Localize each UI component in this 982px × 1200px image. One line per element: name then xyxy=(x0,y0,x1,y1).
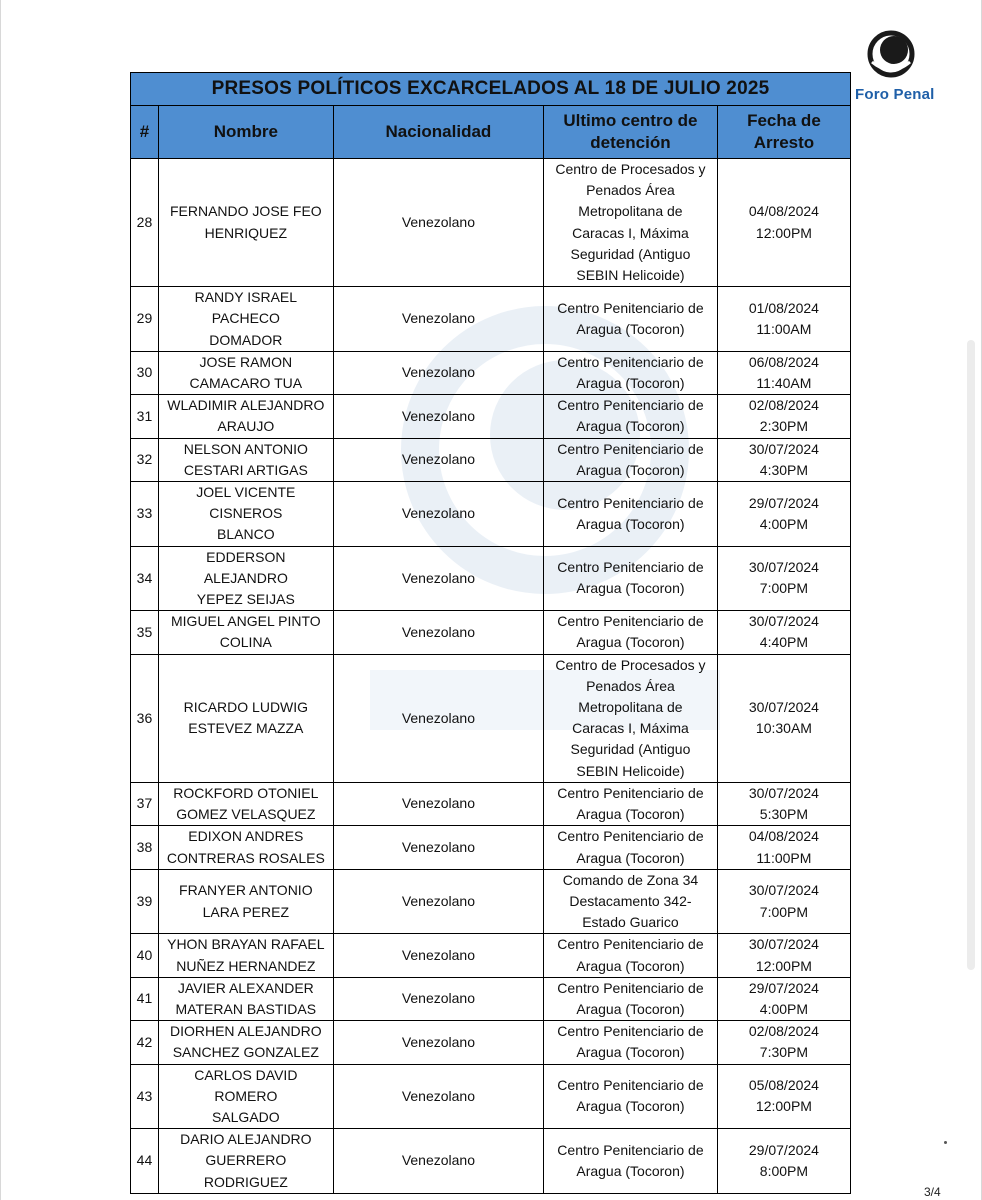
prisoners-table-wrapper xyxy=(130,72,851,1194)
header-nationality: Nacionalidad xyxy=(333,106,543,159)
row-center-line: Centro Penitenciario de xyxy=(557,299,704,316)
row-number: 30 xyxy=(131,351,159,394)
row-center-line: Metropolitana de xyxy=(578,203,683,220)
row-number: 38 xyxy=(131,826,159,869)
row-center-line: Aragua (Tocoron) xyxy=(576,1044,685,1061)
row-name-line: WLADIMIR ALEJANDRO xyxy=(167,397,325,414)
row-name xyxy=(158,1021,333,1064)
row-detention-center xyxy=(544,351,718,394)
row-nationality: Venezolano xyxy=(333,287,543,352)
table-row xyxy=(131,782,851,825)
row-detention-center xyxy=(544,395,718,438)
row-name-line: DIORHEN ALEJANDRO xyxy=(169,1023,322,1040)
row-date-line: 30/07/2024 xyxy=(748,936,819,953)
row-date-line: 30/07/2024 xyxy=(748,699,819,716)
table-row xyxy=(131,977,851,1020)
row-name xyxy=(158,438,333,481)
row-detention-center xyxy=(544,782,718,825)
row-arrest-date xyxy=(717,934,850,977)
row-name xyxy=(158,1129,333,1194)
row-date-line: 01/08/2024 xyxy=(748,299,819,316)
row-center-line: Aragua (Tocoron) xyxy=(576,1162,685,1179)
row-name-line: EDDERSON ALEJANDRO xyxy=(203,548,288,586)
row-number: 34 xyxy=(131,546,159,611)
row-number: 43 xyxy=(131,1064,159,1129)
row-center-line: Aragua (Tocoron) xyxy=(576,580,685,597)
row-name-line: CESTARI ARTIGAS xyxy=(183,461,308,478)
header-center-line: detención xyxy=(590,133,671,152)
row-name xyxy=(158,782,333,825)
row-name xyxy=(158,934,333,977)
row-arrest-date xyxy=(717,159,850,287)
row-name xyxy=(158,351,333,394)
header-date-line: Fecha de xyxy=(747,111,821,130)
row-center-line: Estado Guarico xyxy=(582,914,679,931)
row-nationality: Venezolano xyxy=(333,611,543,654)
table-row xyxy=(131,654,851,782)
row-center-line: Caracas I, Máxima xyxy=(572,224,689,241)
row-name-line: JOEL VICENTE CISNEROS xyxy=(196,484,296,522)
row-arrest-date xyxy=(717,826,850,869)
row-center-line: Seguridad (Antiguo xyxy=(570,245,691,262)
row-name-line: RICARDO LUDWIG xyxy=(183,699,309,716)
row-center-line: Seguridad (Antiguo xyxy=(570,741,691,758)
header-date xyxy=(717,106,850,159)
row-name xyxy=(158,826,333,869)
row-date-line: 12:00PM xyxy=(755,1098,812,1115)
row-detention-center xyxy=(544,1021,718,1064)
table-row xyxy=(131,482,851,547)
row-date-line: 8:00PM xyxy=(759,1162,809,1179)
row-center-line: SEBIN Helicoide) xyxy=(576,762,685,779)
row-center-line: Centro Penitenciario de xyxy=(557,979,704,996)
row-name-line: COLINA xyxy=(219,634,272,651)
row-nationality: Venezolano xyxy=(333,438,543,481)
row-name-line: DOMADOR xyxy=(209,331,283,348)
row-name xyxy=(158,287,333,352)
row-center-line: Centro Penitenciario de xyxy=(557,1023,704,1040)
row-name-line: ROCKFORD OTONIEL xyxy=(173,784,319,801)
row-arrest-date xyxy=(717,654,850,782)
row-center-line: Centro Penitenciario de xyxy=(557,936,704,953)
row-number: 33 xyxy=(131,482,159,547)
row-number: 32 xyxy=(131,438,159,481)
row-date-line: 10:30AM xyxy=(755,720,812,737)
row-center-line: Centro de Procesados y xyxy=(555,161,706,177)
row-center-line: Aragua (Tocoron) xyxy=(576,515,685,532)
row-arrest-date xyxy=(717,351,850,394)
row-date-line: 12:00PM xyxy=(755,224,812,241)
row-name-line: JOSE RAMON xyxy=(199,353,293,370)
row-arrest-date xyxy=(717,977,850,1020)
scrollbar[interactable] xyxy=(967,340,975,970)
row-name-line: DARIO ALEJANDRO xyxy=(180,1131,312,1148)
row-name xyxy=(158,159,333,287)
row-name xyxy=(158,654,333,782)
row-arrest-date xyxy=(717,1129,850,1194)
table-row xyxy=(131,826,851,869)
table-body xyxy=(131,159,851,1194)
table-row xyxy=(131,611,851,654)
row-name xyxy=(158,1064,333,1129)
row-number: 35 xyxy=(131,611,159,654)
row-arrest-date xyxy=(717,287,850,352)
row-detention-center xyxy=(544,438,718,481)
table-row xyxy=(131,1021,851,1064)
header-name: Nombre xyxy=(158,106,333,159)
row-date-line: 5:30PM xyxy=(759,806,809,823)
row-center-line: Aragua (Tocoron) xyxy=(576,1000,685,1017)
foro-penal-logo xyxy=(852,28,956,108)
row-nationality: Venezolano xyxy=(333,482,543,547)
row-center-line: Centro Penitenciario de xyxy=(557,440,704,457)
row-name-line: NELSON ANTONIO xyxy=(183,440,308,457)
row-date-line: 02/08/2024 xyxy=(748,397,819,414)
table-row xyxy=(131,395,851,438)
row-arrest-date xyxy=(717,869,850,934)
row-center-line: Aragua (Tocoron) xyxy=(576,375,685,392)
row-arrest-date xyxy=(717,482,850,547)
row-nationality: Venezolano xyxy=(333,826,543,869)
row-number: 29 xyxy=(131,287,159,352)
header-center xyxy=(544,106,718,159)
page-number: 3/4 xyxy=(924,1185,941,1199)
row-date-line: 7:30PM xyxy=(759,1044,809,1061)
table-row xyxy=(131,1129,851,1194)
row-number: 44 xyxy=(131,1129,159,1194)
row-arrest-date xyxy=(717,1064,850,1129)
row-name-line: CARLOS DAVID ROMERO xyxy=(194,1066,298,1104)
table-row xyxy=(131,869,851,934)
row-date-line: 7:00PM xyxy=(759,580,809,597)
row-date-line: 7:00PM xyxy=(759,903,809,920)
row-center-line: Centro Penitenciario de xyxy=(557,1141,704,1158)
row-nationality: Venezolano xyxy=(333,1064,543,1129)
row-name-line: FRANYER ANTONIO xyxy=(179,882,313,899)
row-center-line: Caracas I, Máxima xyxy=(572,720,689,737)
row-nationality: Venezolano xyxy=(333,782,543,825)
table-row xyxy=(131,546,851,611)
row-detention-center xyxy=(544,654,718,782)
row-name-line: CAMACARO TUA xyxy=(189,375,303,392)
row-date-line: 11:00AM xyxy=(756,321,812,338)
row-detention-center xyxy=(544,1064,718,1129)
row-date-line: 06/08/2024 xyxy=(748,353,819,370)
row-name xyxy=(158,869,333,934)
table-row xyxy=(131,159,851,287)
row-nationality: Venezolano xyxy=(333,1021,543,1064)
row-center-line: Centro Penitenciario de xyxy=(557,494,704,511)
row-name-line: GOMEZ VELASQUEZ xyxy=(176,806,316,823)
page-dot xyxy=(944,1141,947,1144)
table-row xyxy=(131,934,851,977)
row-center-line: Penados Área xyxy=(586,182,675,199)
row-name-line: ARAUJO xyxy=(217,418,275,435)
row-date-line: 11:40AM xyxy=(756,375,812,392)
row-date-line: 4:40PM xyxy=(759,634,809,651)
prisoners-table xyxy=(130,72,851,1194)
row-date-line: 29/07/2024 xyxy=(748,1141,819,1158)
row-name-line: MATERAN BASTIDAS xyxy=(175,1000,317,1017)
row-name-line: BLANCO xyxy=(217,526,275,543)
row-name-line: ESTEVEZ MAZZA xyxy=(188,720,304,737)
row-center-line: Aragua (Tocoron) xyxy=(576,957,685,974)
row-number: 28 xyxy=(131,159,159,287)
row-name-line: NUÑEZ HERNANDEZ xyxy=(176,957,316,974)
row-arrest-date xyxy=(717,611,850,654)
row-name-line: YHON BRAYAN RAFAEL xyxy=(167,936,325,953)
row-number: 41 xyxy=(131,977,159,1020)
row-number: 42 xyxy=(131,1021,159,1064)
row-center-line: Aragua (Tocoron) xyxy=(576,849,685,866)
row-detention-center xyxy=(544,546,718,611)
row-name-line: SALGADO xyxy=(211,1108,280,1125)
row-arrest-date xyxy=(717,395,850,438)
row-name xyxy=(158,482,333,547)
row-number: 39 xyxy=(131,869,159,934)
row-number: 40 xyxy=(131,934,159,977)
row-center-line: Centro Penitenciario de xyxy=(557,397,704,414)
table-row xyxy=(131,438,851,481)
row-date-line: 04/08/2024 xyxy=(748,203,819,220)
row-name-line: FERNANDO JOSE FEO xyxy=(169,203,322,220)
row-name-line: CONTRERAS ROSALES xyxy=(166,849,325,866)
row-date-line: 4:00PM xyxy=(759,1000,809,1017)
table-title: PRESOS POLÍTICOS EXCARCELADOS AL 18 DE JULIO 2025 xyxy=(131,73,851,106)
row-date-line: 29/07/2024 xyxy=(748,494,819,511)
table-row xyxy=(131,287,851,352)
row-center-line: SEBIN Helicoide) xyxy=(576,267,685,284)
table-row xyxy=(131,351,851,394)
row-center-line: Aragua (Tocoron) xyxy=(576,1098,685,1115)
row-nationality: Venezolano xyxy=(333,351,543,394)
row-detention-center xyxy=(544,934,718,977)
row-number: 31 xyxy=(131,395,159,438)
row-detention-center xyxy=(544,611,718,654)
row-name-line: YEPEZ SEIJAS xyxy=(196,591,295,608)
row-detention-center xyxy=(544,977,718,1020)
row-date-line: 29/07/2024 xyxy=(748,979,819,996)
row-name xyxy=(158,395,333,438)
row-arrest-date xyxy=(717,782,850,825)
row-center-line: Centro de Procesados y xyxy=(555,656,706,673)
row-center-line: Centro Penitenciario de xyxy=(557,784,704,801)
foro-penal-logo-icon xyxy=(866,28,916,80)
row-name-line: MIGUEL ANGEL PINTO xyxy=(171,613,321,630)
row-nationality: Venezolano xyxy=(333,395,543,438)
row-date-line: 12:00PM xyxy=(755,957,812,974)
row-date-line: 11:00PM xyxy=(756,849,812,866)
row-detention-center xyxy=(544,1129,718,1194)
row-center-line: Aragua (Tocoron) xyxy=(576,418,685,435)
row-number: 36 xyxy=(131,654,159,782)
row-date-line: 04/08/2024 xyxy=(748,828,819,845)
row-arrest-date xyxy=(717,438,850,481)
row-center-line: Aragua (Tocoron) xyxy=(576,634,685,651)
row-center-line: Centro Penitenciario de xyxy=(557,1077,704,1094)
row-center-line: Aragua (Tocoron) xyxy=(576,321,685,338)
row-date-line: 30/07/2024 xyxy=(748,784,819,801)
header-date-line: Arresto xyxy=(753,133,815,152)
row-arrest-date xyxy=(717,546,850,611)
row-nationality: Venezolano xyxy=(333,977,543,1020)
row-center-line: Metropolitana de xyxy=(578,699,683,716)
row-detention-center xyxy=(544,287,718,352)
row-date-line: 02/08/2024 xyxy=(748,1023,819,1040)
row-center-line: Destacamento 342- xyxy=(569,892,692,909)
row-center-line: Centro Penitenciario de xyxy=(557,559,704,576)
row-nationality: Venezolano xyxy=(333,1129,543,1194)
row-center-line: Penados Área xyxy=(586,677,675,694)
row-center-line: Comando de Zona 34 xyxy=(562,871,699,888)
row-center-line: Centro Penitenciario de xyxy=(557,613,704,630)
row-name xyxy=(158,611,333,654)
table-row xyxy=(131,1064,851,1129)
logo-text: Foro Penal xyxy=(855,86,935,103)
row-center-line: Centro Penitenciario de xyxy=(557,353,704,370)
row-name xyxy=(158,546,333,611)
row-date-line: 4:30PM xyxy=(759,461,809,478)
row-nationality: Venezolano xyxy=(333,869,543,934)
row-name-line: EDIXON ANDRES xyxy=(188,828,304,845)
row-nationality: Venezolano xyxy=(333,934,543,977)
row-name-line: SANCHEZ GONZALEZ xyxy=(172,1044,319,1061)
row-date-line: 30/07/2024 xyxy=(748,882,819,899)
row-date-line: 30/07/2024 xyxy=(748,559,819,576)
row-center-line: Aragua (Tocoron) xyxy=(576,806,685,823)
row-date-line: 30/07/2024 xyxy=(748,613,819,630)
row-date-line: 30/07/2024 xyxy=(748,440,819,457)
row-detention-center xyxy=(544,826,718,869)
row-nationality: Venezolano xyxy=(333,546,543,611)
row-date-line: 2:30PM xyxy=(759,418,809,435)
row-center-line: Aragua (Tocoron) xyxy=(576,461,685,478)
row-nationality: Venezolano xyxy=(333,159,543,287)
row-number: 37 xyxy=(131,782,159,825)
row-name-line: LARA PEREZ xyxy=(202,903,290,920)
row-name-line: GUERRERO RODRIGUEZ xyxy=(203,1152,288,1190)
row-name-line: JAVIER ALEXANDER xyxy=(177,979,314,996)
row-date-line: 4:00PM xyxy=(759,515,809,532)
row-arrest-date xyxy=(717,1021,850,1064)
row-detention-center xyxy=(544,159,718,287)
header-center-line: Ultimo centro de xyxy=(563,111,698,130)
row-detention-center xyxy=(544,482,718,547)
row-center-line: Centro Penitenciario de xyxy=(557,828,704,845)
row-name xyxy=(158,977,333,1020)
row-name-line: RANDY ISRAEL PACHECO xyxy=(194,289,298,327)
row-name-line: HENRIQUEZ xyxy=(204,224,288,241)
row-date-line: 05/08/2024 xyxy=(748,1077,819,1094)
row-nationality: Venezolano xyxy=(333,654,543,782)
header-num: # xyxy=(131,106,159,159)
row-detention-center xyxy=(544,869,718,934)
